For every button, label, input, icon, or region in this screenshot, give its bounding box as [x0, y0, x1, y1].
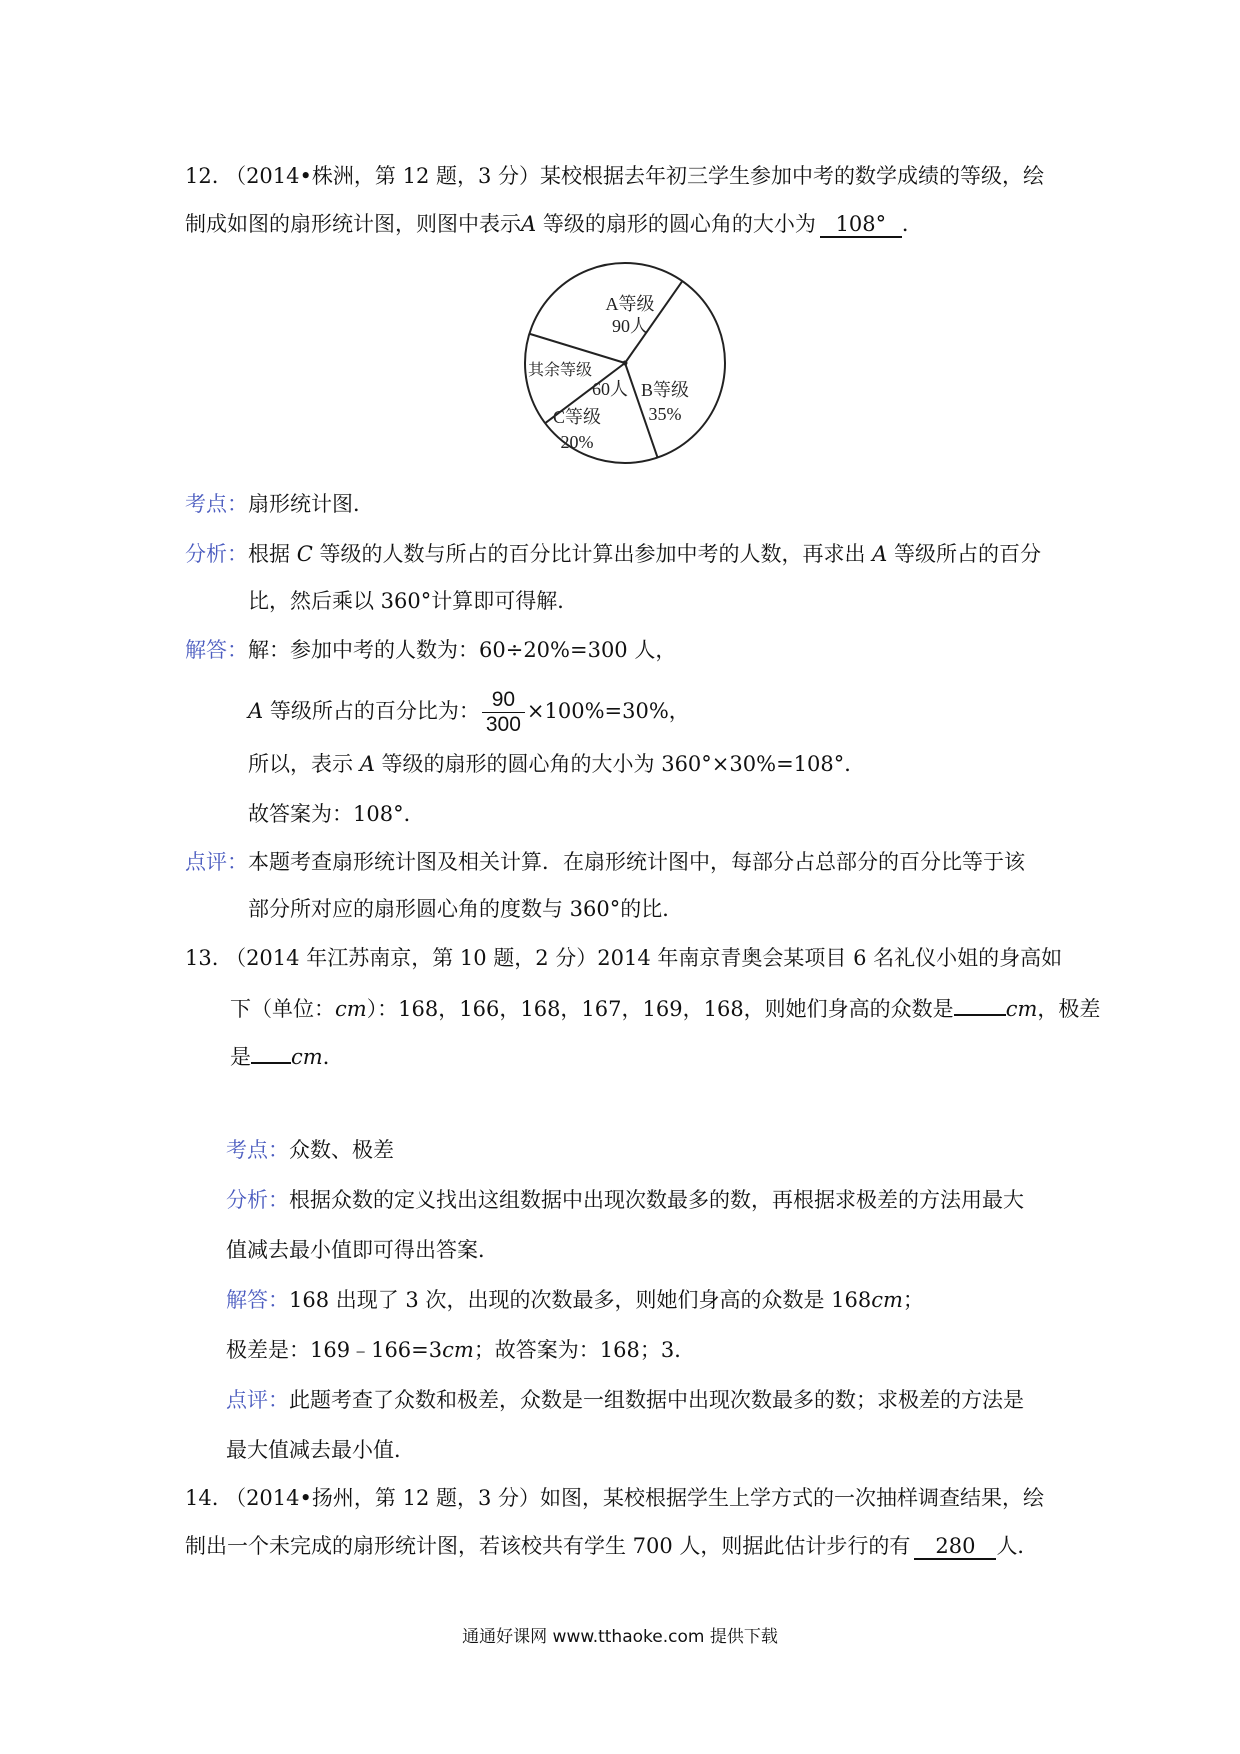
pie-slice-label: B等级	[640, 380, 690, 400]
s12-kaodian: 考点：扇形统计图．	[185, 492, 374, 516]
q13-blank-mode	[954, 992, 1006, 1016]
q13-blank-range	[251, 1040, 291, 1064]
s12-jieda-1: 解答：解：参加中考的人数为：60÷20%=300 人，	[185, 638, 677, 662]
s13-jieda-1: 解答：168 出现了 3 次，出现的次数最多，则她们身高的众数是 168cm；	[226, 1288, 924, 1312]
s12-dianping-1: 点评：本题考查扇形统计图及相关计算．在扇形统计图中，每部分占总部分的百分比等于该	[185, 850, 1025, 874]
s13-fenxi-2: 值减去最小值即可得出答案．	[226, 1238, 499, 1262]
q14-line-2: 制出一个未完成的扇形统计图，若该校共有学生 700 人，则据此估计步行的有 280 人．	[185, 1534, 1039, 1558]
pie-c-count-label: 60人	[592, 379, 628, 399]
pie-chart	[520, 258, 730, 468]
pie-slice-label: A等级	[605, 294, 655, 314]
s13-jieda-2: 极差是：169﹣166=3cm；故答案为：168；3．	[226, 1338, 696, 1362]
pie-center-dot	[623, 361, 628, 366]
s13-fenxi-1: 分析：根据众数的定义找出这组数据中出现次数最多的数，再根据求极差的方法用最大	[226, 1188, 1024, 1212]
q12-answer: 108°	[820, 212, 902, 238]
q12-line-2: 制成如图的扇形统计图，则图中表示A 等级的扇形的圆心角的大小为 108° ．	[185, 212, 923, 236]
page-footer: 通通好课网 www.tthaoke.com 提供下载	[462, 1627, 778, 1647]
q13-line-3: 是 cm．	[230, 1040, 344, 1068]
q14-line-1: 14. （2014•扬州，第 12 题，3 分）如图，某校根据学生上学方式的一次抽样调查结果，绘	[185, 1486, 1045, 1510]
q12-line-1: 12. （2014•株洲，第 12 题，3 分）某校根据去年初三学生参加中考的数学成绩的等级，绘	[185, 164, 1045, 188]
pie-slice-label: 其余等级	[527, 362, 593, 379]
s12-fenxi-2: 比，然后乘以 360°计算即可得解．	[248, 589, 579, 613]
pie-slice-value: 20%	[560, 432, 594, 452]
pie-slice-label: C等级	[552, 407, 602, 427]
pie-slice-value: 35%	[648, 404, 682, 424]
q13-line-2: 下（单位：cm）：168，166，168，167，169，168，则她们身高的众数是 cm，极差	[230, 992, 1100, 1020]
s13-kaodian: 考点：众数、极差	[226, 1138, 394, 1162]
q13-line-1: 13. （2014 年江苏南京，第 10 题，2 分）2014 年南京青奥会某项目 6 名礼仪小姐的身高如	[185, 946, 1063, 970]
s12-jieda-3: 所以，表示 A 等级的扇形的圆心角的大小为 360°×30%=108°．	[248, 752, 866, 776]
fraction: $\frac{90}{300}$	[482, 688, 525, 737]
s12-jieda-2: A 等级所占的百分比为： $\frac{90}{300}$ ×100%=30%，	[248, 688, 690, 736]
pie-slice-value: 90人	[612, 316, 648, 336]
s13-dianping-2: 最大值减去最小值．	[226, 1438, 415, 1462]
s13-dianping-1: 点评：此题考查了众数和极差，众数是一组数据中出现次数最多的数；求极差的方法是	[226, 1388, 1024, 1412]
s12-jieda-4: 故答案为：108°．	[248, 802, 425, 826]
s12-dianping-2: 部分所对应的扇形圆心角的度数与 360°的比．	[248, 897, 684, 921]
q14-answer: 280	[914, 1534, 996, 1560]
s12-fenxi-1: 分析：根据 C 等级的人数与所占的百分比计算出参加中考的人数，再求出 A 等级所占的百分	[185, 542, 1041, 566]
